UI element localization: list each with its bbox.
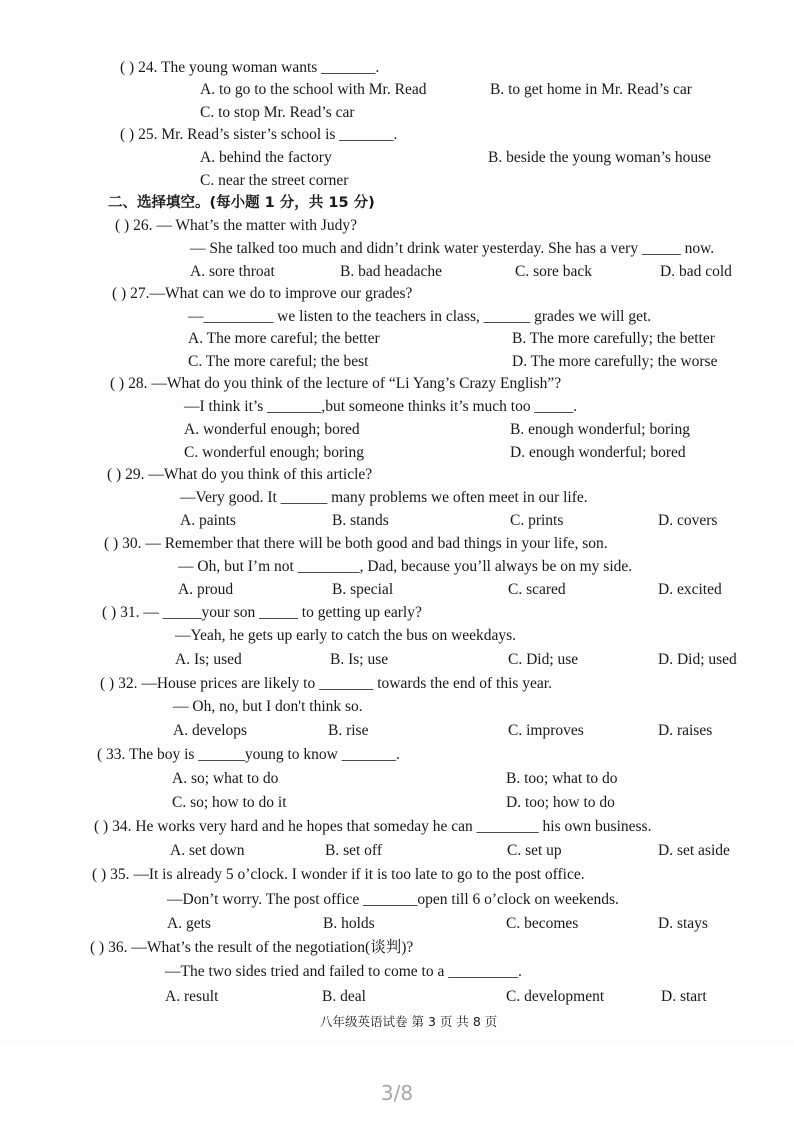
- question-30-option-a: A. proud: [178, 581, 234, 598]
- question-29-option-a: A. paints: [180, 512, 236, 529]
- question-30-option-b: B. special: [332, 581, 394, 598]
- question-32-option-b: B. rise: [328, 722, 369, 739]
- question-30-option-c: C. scared: [508, 581, 566, 598]
- question-28-option-b: B. enough wonderful; boring: [510, 421, 690, 438]
- question-29-option-b: B. stands: [332, 512, 389, 529]
- question-26-option-a: A. sore throat: [190, 263, 275, 280]
- question-31-option-c: C. Did; use: [508, 651, 579, 668]
- section-heading: 二、选择填空。(每小题 1 分，共 15 分): [108, 195, 375, 211]
- question-31-reply: —Yeah, he gets up early to catch the bus on weekdays.: [175, 627, 517, 644]
- question-29-option-d: D. covers: [658, 512, 718, 529]
- question-35-reply: —Don’t worry. The post office _______open till 6 o’clock on weekends.: [167, 891, 619, 908]
- question-25-option-c: C. near the street corner: [200, 172, 349, 189]
- question-29-option-c: C. prints: [510, 512, 564, 529]
- question-34-option-c: C. set up: [507, 842, 562, 859]
- question-27-option-d: D. The more carefully; the worse: [512, 353, 718, 370]
- question-28-reply: —I think it’s _______,but someone thinks it’s much too _____.: [184, 398, 578, 415]
- question-31-option-b: B. Is; use: [330, 651, 389, 668]
- page-indicator: 3/8: [380, 1081, 414, 1105]
- question-34-option-d: D. set aside: [658, 842, 730, 859]
- question-36-reply: —The two sides tried and failed to come to a _________.: [165, 963, 522, 980]
- question-36-option-b: B. deal: [322, 988, 366, 1005]
- question-33-option-d: D. too; how to do: [506, 794, 615, 811]
- question-32-stem: ( ) 32. —House prices are likely to _______ towards the end of this year.: [100, 675, 552, 692]
- question-36-option-c: C. development: [506, 988, 605, 1005]
- question-36-option-a: A. result: [165, 988, 219, 1005]
- question-25-option-a: A. behind the factory: [200, 149, 332, 166]
- question-26-option-c: C. sore back: [515, 263, 593, 280]
- question-33-option-b: B. too; what to do: [506, 770, 618, 787]
- question-26-reply: — She talked too much and didn’t drink water yesterday. She has a very _____ now.: [190, 240, 715, 257]
- question-33-option-a: A. so; what to do: [172, 770, 279, 787]
- question-31-option-a: A. Is; used: [175, 651, 242, 668]
- question-29-stem: ( ) 29. —What do you think of this article?: [107, 466, 373, 483]
- question-24-stem: ( ) 24. The young woman wants _______.: [120, 59, 380, 76]
- question-26-option-b: B. bad headache: [340, 263, 442, 280]
- question-27-stem: ( ) 27.—What can we do to improve our grades?: [112, 285, 413, 302]
- question-30-reply: — Oh, but I’m not ________, Dad, because you’ll always be on my side.: [178, 558, 633, 575]
- page-footer: 八年级英语试卷 第 3 页 共 8 页: [320, 1014, 498, 1029]
- question-24-option-b: B. to get home in Mr. Read’s car: [490, 81, 692, 98]
- question-32-reply: — Oh, no, but I don't think so.: [173, 698, 363, 715]
- question-27-option-b: B. The more carefully; the better: [512, 330, 715, 347]
- question-24-option-a: A. to go to the school with Mr. Read: [200, 81, 427, 98]
- question-32-option-c: C. improves: [508, 722, 584, 739]
- question-27-option-a: A. The more careful; the better: [188, 330, 380, 347]
- question-36-stem: ( ) 36. —What’s the result of the negotiation(谈判)?: [90, 939, 414, 956]
- question-30-stem: ( ) 30. — Remember that there will be both good and bad things in your life, son.: [104, 535, 608, 552]
- question-25-stem: ( ) 25. Mr. Read’s sister’s school is _______.: [120, 126, 398, 143]
- question-35-option-b: B. holds: [323, 915, 375, 932]
- question-35-option-c: C. becomes: [506, 915, 579, 932]
- question-26-option-d: D. bad cold: [660, 263, 732, 280]
- question-31-stem: ( ) 31. — _____your son _____ to getting up early?: [102, 604, 422, 621]
- question-24-option-c: C. to stop Mr. Read’s car: [200, 104, 355, 121]
- question-35-stem: ( ) 35. —It is already 5 o’clock. I wonder if it is too late to go to the post office.: [92, 866, 585, 883]
- question-27-option-c: C. The more careful; the best: [188, 353, 369, 370]
- question-28-stem: ( ) 28. —What do you think of the lecture of “Li Yang’s Crazy English”?: [110, 375, 562, 392]
- question-34-option-a: A. set down: [170, 842, 245, 859]
- question-28-option-c: C. wonderful enough; boring: [184, 444, 364, 461]
- question-34-option-b: B. set off: [325, 842, 382, 859]
- question-33-option-c: C. so; how to do it: [172, 794, 287, 811]
- question-33-stem: ( 33. The boy is ______young to know _______.: [97, 746, 400, 763]
- question-28-option-a: A. wonderful enough; bored: [184, 421, 360, 438]
- question-30-option-d: D. excited: [658, 581, 722, 598]
- question-35-option-a: A. gets: [167, 915, 211, 932]
- question-29-reply: —Very good. It ______ many problems we often meet in our life.: [180, 489, 588, 506]
- question-28-option-d: D. enough wonderful; bored: [510, 444, 686, 461]
- question-36-option-d: D. start: [661, 988, 707, 1005]
- question-25-option-b: B. beside the young woman’s house: [488, 149, 712, 166]
- question-26-stem: ( ) 26. — What’s the matter with Judy?: [115, 217, 358, 234]
- question-35-option-d: D. stays: [658, 915, 708, 932]
- question-32-option-d: D. raises: [658, 722, 713, 739]
- question-31-option-d: D. Did; used: [658, 651, 737, 668]
- question-27-reply: —_________ we listen to the teachers in class, ______ grades we will get.: [188, 308, 652, 325]
- question-32-option-a: A. develops: [173, 722, 248, 739]
- question-34-stem: ( ) 34. He works very hard and he hopes that someday he can ________ his own business.: [94, 818, 652, 835]
